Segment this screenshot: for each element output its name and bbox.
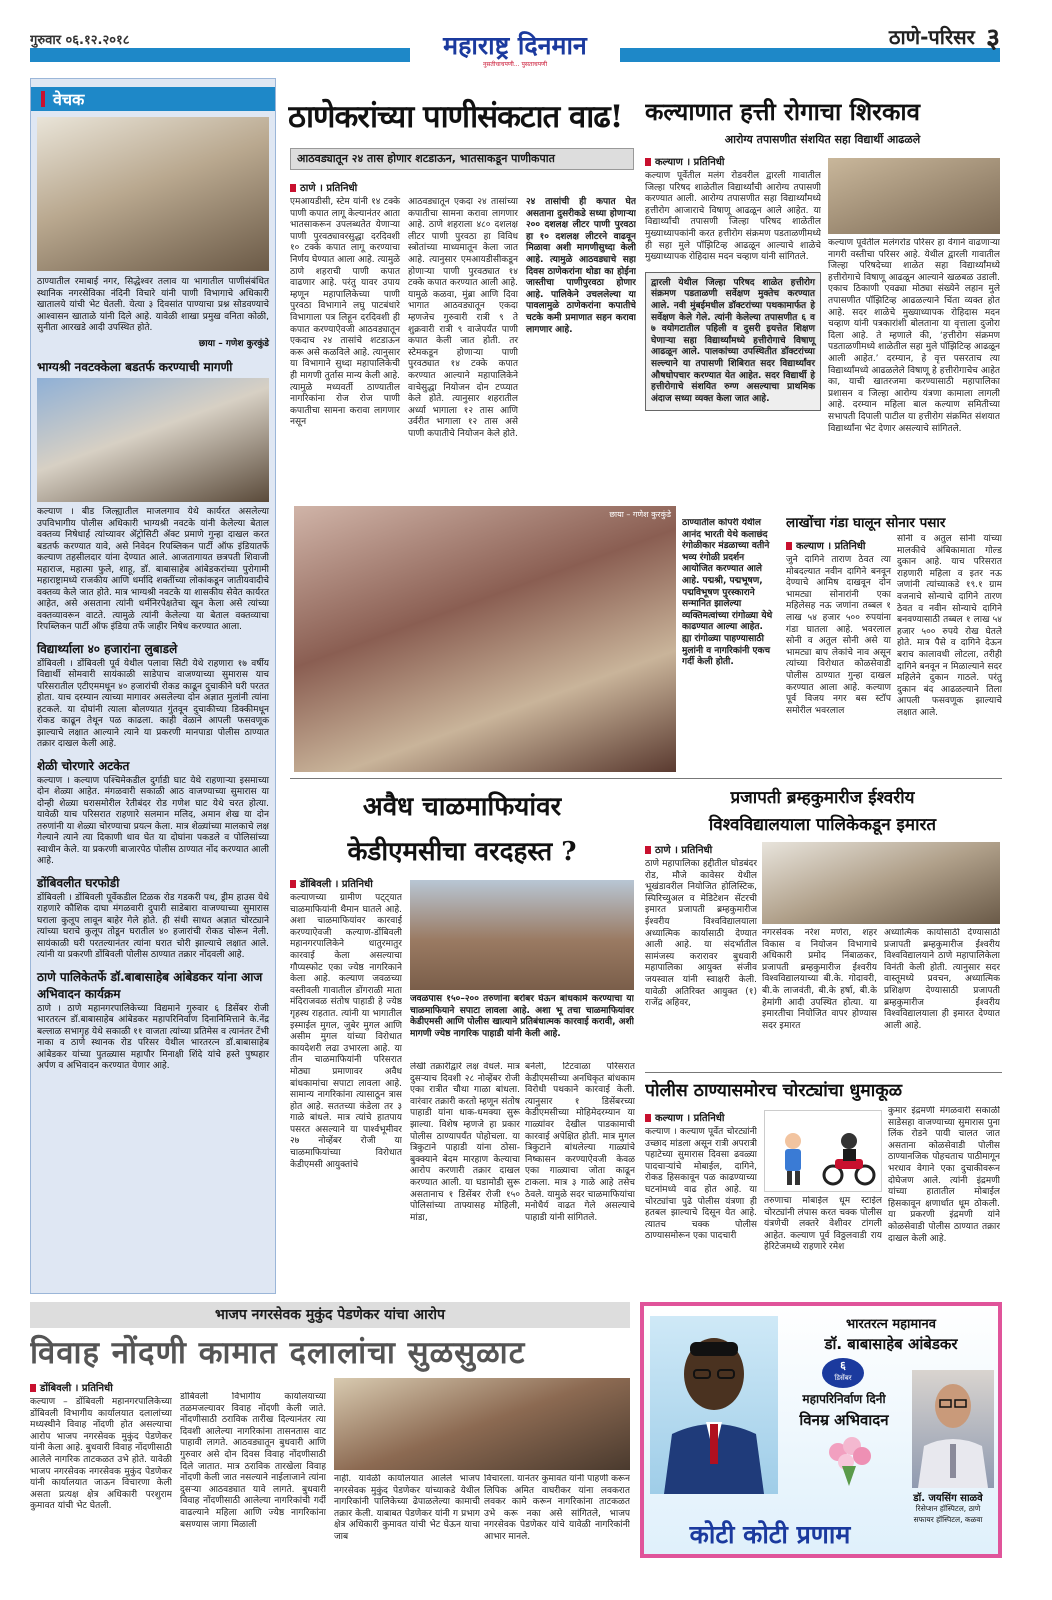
marriage-column-4: विचारला. यानंतर कुमावत यांनी पाहणी करून लिपिक अमित वाघरीकर यांना लवकरात लवकर कामे करून नागरिकांना ताटकळत उभे करू नका असे सांगितले, भाजप नगरसेवक पेडणेकर यांचे यावेळी नागरिकांनी आभार मानले.: [484, 1474, 630, 1542]
story-navatke-body: कल्याण । बीड जिल्ह्यातील माजलगाव येथे कार्यरत असलेल्या उपविभागीय पोलीस अधिकारी भाग्यश्री नवटके यांनी केलेल्या बेताल वक्तव्य निषेधार्ह त्यांच्यावर ॲट्रोसिटी ॲक्ट प्रमाणे गुन्हा दाखल करत बडतर्फ करण्यात यावे, असे निवेदन रिपब्लिकन पार्टी ऑफ इंडियातर्फे कल्याण तहसीलदार यांना देण्यात आले. आजतागायत छत्रपती शिवाजी महाराज, महात्मा फुले, शाहू, डॉ. बाबासाहेब आंबेडकरांच्या पुरोगामी महाराष्ट्रामध्ये राजकीय आणि धर्मादि शक्तींच्या लोकांकडून जातीयवादीचे वक्तव्य केले जात होते. मात्र भाग्यश्री नवटके या शासकीय सेवेत कार्यरत आहेत, असे असताना त्यांनी धर्मनिरपेक्षतेचा खून केला असे त्यांच्या वक्तव्यावरून वाटते. त्यामुळे त्यांनी केलेल्या या बेताल वक्तव्याचा रिपब्लिकन पार्टी ऑफ इंडिया तर्फे जाहीर निषेध करण्यात आला.: [37, 507, 269, 632]
ad-line-2: विनम्र अभिवादन: [799, 1411, 889, 1429]
ad-footer: कोटी कोटी प्रणाम: [689, 1520, 851, 1549]
memorandum-photo: [37, 378, 269, 502]
chawl-photo: [410, 880, 634, 990]
kalyan-school-photo: [828, 158, 1000, 234]
lead-column-1: एमआयडीसी, स्टेम यांनी १४ टक्के पाणी कपात लागू केल्यानंतर आता भातसाकरून उपलब्धतेत येणाऱ्या पाणी पुरवठ्यावरसुद्धा दरदिवशी १० टक्के कपात लागू करण्याचा निर्णय घेण्यात आला आहे. त्यामुळे ठाणे शहराची पाणी कपात वाढणार आहे. परंतु यावर उपाय म्हणून महापालिकेच्या पाणी पुरवठा विभागाने लघु पाटबंधारे विभागाला पत्र लिहून दरदिवशी ही कपात करण्याऐवजी आठवड्यातून एकदाच २४ तासांचे शटडाऊन करू असे कळविले आहे. त्यानुसार या विभागाने सुध्दा महापालिकेची ही मागणी तुर्तास मान्य केली आहे. त्यामुळे मध्यवर्ती ठाण्यातील नागरिकांना रोज रोज पाणी कपातीचा सामना करावा लागणार नसून: [290, 197, 400, 428]
chawl-column-1: कल्याणच्या ग्रामीण पट्ट्यात चाळमाफियांनी थैमान घातले आहे. अशा चाळमाफियांवर कारवाई करण्याऐवजी कल्याण-डोंबिवली महानगरपालिकेने धातुरमातुर कारवाई केला असल्याचा गौप्यस्फोट एका ज्येष्ठ नागरिकाने केला आहे. कल्याण जवळच्या वस्तीवली गावातील डोंगराळी माता मंदिराजवळ संतोष पाहाडी हे ज्येष्ठ गृहस्थ राहतात. त्यांनी या भागातील इस्माईल मुगल, जुबेर मुगल आणि असीम मुगल यांच्या विरोधात कायदेशरी लढा उभारला आहे. या तीन चाळमाफियांनी परिसरात मोठ्या प्रमाणावर अवैध बांधकामांचा सपाटा लावला आहे. सामान्य नागरिकांना त्यासाठून त्रास होत आहे. सततच्या कंडेला तर ३ गाळे बांधले. मात्र त्यांचे हातपाय पसरत असल्याने या पार्श्वभूमीवर २७ नोव्हेंबर रोजी या चाळमाफियांच्या विरोधात केडीएमसी आयुक्तांचे: [290, 893, 402, 1170]
sponsor-title-2: सफायर हॉस्पिटल, कळवा: [913, 1515, 983, 1524]
story-ambedkar-title: ठाणे पालिकेतर्फे डॉ.बाबासाहेब आंबेडकर यांना आज अभिवादन कार्यक्रम: [37, 969, 263, 1001]
chawl-column-3: बनेली, टिटवाळा परिसरात केडीएमसीच्या अनधिकृत बांधकाम विरोधी पथकाने कारवाई केली. त्यानुसार १ डिसेंबरच्या केडीएमसीच्या मोहिमेदरम्यान या गाळ्यांवर देखील पाडकामाची कारवाई अपेक्षित होती. मात्र मुगल त्रिकुटाने बांधलेल्या गाळ्यांचे निष्कासन करण्याऐवजी केवळ एका गाळ्याचा जोता काढून टाकला. मात्र ३ गाळे आहे तसेच ठेवले. यामुळे सदर चाळमाफियांचा मनोधैर्य वाढत गेले असल्याचे पाहाडी यांनी सांगितले.: [525, 1062, 635, 1223]
chawl-headline-line-1: अवैध चाळमाफियांवर: [362, 792, 562, 822]
ad-date-number: ६: [840, 1359, 846, 1372]
marriage-kicker: भाजप नगरसेवक मुकुंद पेडणेकर यांचा आरोप: [30, 1302, 630, 1328]
chawl-photo-caption: जवळपास १५०–२०० तरुणांना बरोबर घेऊन बांधकामे करण्याचा या चाळमाफियाने सपाटा लावला आहे. अशा भू तचा चाळमाफियांवर केडीएमसी आणि पोलीस खात्याने प्रतिबंधात्मक कारवाई करावी, अशी मागणी ज्येष्ठ नागरिक पाहाडी यांनी केली आहे.: [410, 994, 634, 1039]
kalyan-boxed-text: द्वारली येथील जिल्हा परिषद शाळेत हत्तीरोग संक्रमण पडताळणी सर्वेक्षण मुक्तेच करण्यात आले. नवी मुंबईमधील डॉक्टरांच्या पथकामार्फत हे सर्वेक्षण केले गेले. त्यांनी केलेल्या तपासणीत ६ व ७ वयोगटातील पहिली व दुसरी इयत्तेत शिक्षण घेणाऱ्या सहा विद्यार्थ्यांमध्ये हत्तीरोगाचे विषाणू आढळून आले. पालकांच्या उपस्थितीत डॉक्टरांच्या सल्ल्याने या तपासणी शिबिरात सदर विद्यार्थ्यांवर औषधोपचार करण्यात येत आहेत. सदर विद्यार्थी हे हत्तीरोगाचे संशयित रुग्ण असल्याचा प्राथमिक अंदाज सध्या व्यक्त केला जात आहे.: [645, 272, 821, 412]
ad-date-badge: [822, 1358, 864, 1388]
kalyan-body-left: [645, 150, 821, 495]
sidebar-panel: [30, 78, 276, 1294]
rangoli-photo: [294, 506, 676, 772]
story-goat-body: कल्याण । कल्याण पश्चिमेकडील दुर्गाडी घाट येथे राहणाऱ्या इसमाच्या दोन शेळ्या आहेत. मंगळवारी सकाळी आठ वाजण्याच्या सुमारास या दोन्ही शेळ्या घरासमोरील रेतीबंदर रोड गणेश घाट येथे चरत होत्या. यावेळी याच परिसरात राहणारे सलमान मलिद, अमान शेख या दोन तरुणांनी या शेळ्या चोरण्याचा प्रयत्न केला. मात्र शेळ्यांच्या मालकाचे लक्ष गेल्याने त्याने त्या दिकाणी धाव घेत या दोघांना पकडले व पोलिसांच्या स्वाधीन केले. या प्रकरणी बाजारपेठ पोलीस ठाण्यात नोंद करण्यात आली आहे.: [37, 775, 269, 866]
sponsor-portrait-icon: [912, 1370, 994, 1488]
police-column-1: कल्याण । कल्याण पूर्वेत चोरट्यांनी उच्छाद मांडला असून रात्री अपरात्री पहाटेच्या सुमारास दिवसा ढवळ्या पादचाऱ्यांचे मोबाईल, दागिने, रोकड हिसकावून पळ काढण्याच्या घटनांमध्ये वाढ होत आहे. या चोरट्यांचा पुढे पोलीस यंत्रणा ही हतबल झाल्याचे दिसून येत आहे. त्यातच चक्क पोलीस ठाण्यासमोरून एका पादचारी: [645, 1127, 757, 1242]
ad-line-1: महापरिनिर्वाण दिनी: [802, 1392, 886, 1406]
center-divider: [290, 778, 1002, 779]
issue-date: गुरुवार ०६.१२.२०१८: [30, 33, 130, 48]
ad-flowers: [822, 1436, 876, 1486]
rangoli-side-caption: ठाण्यातील कोपरी येथील आनंद भारती येथे कलाछंद रंगोळीकार मंडळाच्या वतीने भव्य रंगोळी प्रदर्शन आयोजित करण्यात आले आहे. पद्मश्री, पद्मभूषण, पद्मविभूषण पुरस्काराने सन्मानित झालेल्या व्यक्तिमत्वांच्या रांगोळ्या येथे काढण्यात आल्या आहेत. ह्या रांगोळ्या पाहण्यासाठी मुलांनी व नागरिकांनी एकच गर्दी केली होती.: [682, 518, 773, 668]
kalyan-byline: कल्याण । प्रतिनिधी: [645, 154, 821, 168]
gold-headline: लाखोंचा गंडा घालून सोनार पसार: [786, 515, 946, 531]
brahma-photo: [762, 842, 1000, 924]
lead-headline: ठाणेकरांच्या पाणीसंकटात वाढ!: [288, 99, 623, 135]
flower-bouquet-icon: [822, 1436, 876, 1486]
chawl-byline: डोंबिवली । प्रतिनिधी: [290, 876, 402, 890]
kalyan-subhead: आरोग्य तपासणीत संशयित सहा विद्यार्थी आढळले: [724, 133, 921, 146]
gold-byline: कल्याण । प्रतिनिधी: [786, 538, 891, 552]
ad-date-month: डिसेंबर: [834, 1374, 852, 1382]
story-goat-title: शेळी चोरणारे अटकेत: [37, 758, 130, 773]
sidebar-label-bar: [41, 91, 45, 107]
brahma-headline-line-2: विश्वविद्यालयाला पालिकेकडून इमारत: [708, 815, 937, 835]
lead-body: [290, 176, 636, 498]
meeting-photo-credit: छाया – गणेश कुरकुंडे: [198, 338, 269, 349]
story-ambedkar-body: ठाणे । ठाणे महानगरपालिकेच्या विद्यमाने गुरुवार ६ डिसेंबर रोजी भारतरत्न डॉ.बाबासाहेब आंबेडकर महापरिनिर्वाण दिनानिमित्ताने के.नेंद्र बल्लाळ सभागृह येथे सकाळी ११ वाजता त्यांच्या प्रतिमेस व त्यानंतर टेंभी नाका व ठाणे स्थानक रोड परिसर येथील भारतरत्न डॉ.बाबासाहेब आंबेडकर यांच्या पुतळ्यास महापौर मिनाक्षी शिंदे यांचे हस्ते पुष्पहार अर्पण व अभिवादन करण्यात येणार आहे.: [37, 1003, 269, 1071]
meeting-photo: [37, 117, 269, 271]
gold-column-2: सोनी व अतुल सोनी यांच्या मालकीचे अंबिकामाता गोल्ड दुकान आहे. याच परिसरात राहणारी महिला व इतर नऊ जणांनी त्यांच्याकडे १९.१ ग्राम वजनाचे सोन्याचे दागिने तारण ठेवत व नवीन सोन्याचे दागिने बनवण्यासाठी तब्बल १ लाख ५४ हजार ५०० रुपये रोख घेतले होते. मात्र पैसे व दागिने देऊन बराच कालावधी लोटला, तरीही दागिने बनवून न मिळाल्याने सदर महिलेने दुकान गाठले. परंतु दुकान बंद आढळल्याने तिला आपली फसवणूक झाल्याचे लक्षात आले.: [897, 534, 1002, 718]
kalyan-column-3: कल्याण पूर्वेतील मलंगरोड परिसर हा वेगाने वाढणाऱ्या नागरी वस्तीचा परिसर आहे. येथील द्वारली गावातील जिल्हा परिषदेच्या शाळेत सहा विद्यार्थ्यांमध्ये हत्तीरोगाचे विषाणू आढळून आल्याने खळबळ उडाली. एकाच ठिकाणी एवढ्या मोठ्या संख्येने लहान मुले तपासणीत पॉझिटिव्ह आढळल्याने चिंता व्यक्त होत आहे. सदर शाळेचे मुख्याध्यापक रोहिदास मदन चव्हाण यांनी पत्रकारांशी बोलताना या वृत्ताला दुजोरा दिला आहे. ते म्हणाले की, ‘हत्तीरोग संक्रमण पडताळणीमध्ये शाळेतील सहा मुले पॉझिटिव्ह आढळून आली आहेत.’ दरम्यान, हे वृत्त पसरताच त्या विद्यार्थ्यांमध्ये आढळलेले विषाणू हे हत्तीरोगाचेच आहेत का, याची खातरजमा करण्यासाठी महापालिका प्रशासन व जिल्हा आरोग्य यंत्रणा कामाला लागली आहे. दरम्यान महिला बाल कल्याण समितीच्या सभापती दिपाली पाटील या हत्तीरोग संक्रमित संशयात विद्यार्थ्यांना भेट देणार असल्याचे सांगितले.: [828, 238, 1000, 434]
marriage-body-left: [30, 1376, 172, 1556]
brahma-column-3: अध्यात्मिक कार्यासाठी देण्यासाठी प्रजापती ब्रम्हकुमारीज ईश्वरीय विश्वविद्यालयाने ठाणे महापालिकेला विनंती केली होती. त्यानुसार सदर वास्तूमध्ये प्रवचन, अध्यात्मिक प्रशिक्षण देण्यासाठी प्रजापती ब्रम्हकुमारीज ईश्वरीय विश्वविद्यालयाला ही इमारत देण्यात आली आहे.: [884, 928, 1000, 1031]
lead-column-3: २४ तासांची ही कपात घेत असताना दुसरीकडे सध्या होणाऱ्या २०० दशलक्ष लीटर पाणी पुरवठा हा १० दशलक्ष लीटरने वाढवून मिळावा अशी मागणीसुध्दा केली आहे. त्यामुळे आठवड्याचे सहा दिवस ठाणेकरांना थोडा का होईना जास्तीचा पाणीपुरवठा होणार आहे. पालिकेने उचललेल्या या पावलामुळे ठाणेकरांना कपातीचे चटके कमी प्रमाणात सहन करावा लागणार आहे.: [526, 197, 636, 335]
police-body-left: [645, 1106, 757, 1294]
marriage-column-3: नाही. यावेळी कार्यालयात आलेले भाजप नगरसेवक मुकुंद पेडणेकर यांच्याकडे येथील नागरिकांनी पालिकेच्या ढेपाळलेल्या कामाची तक्रार केली. याबाबत पेडणेकर यांनी ग प्रभाग क्षेत्र अधिकारी कुमावत यांची भेट घेऊन याचा जाब: [334, 1474, 480, 1542]
police-photo-caption: तरुणाचा मोबाईल धूम स्टाईल चोरट्यांनी लंपास करत चक्क पोलीस यंत्रणेची लक्तरे वेशीवर टांगली आहेत. कल्याण पूर्व विठ्ठलवाडी राय हेरिटेजमध्ये राहणारे रमेश: [764, 1196, 882, 1253]
thief-bike-icon: [765, 1111, 882, 1192]
police-cartoon: [764, 1110, 882, 1192]
page-number: ३: [985, 23, 1000, 50]
brahma-byline: ठाणे । प्रतिनिधी: [645, 842, 757, 856]
sidebar-label: [31, 87, 275, 111]
meeting-photo-caption: ठाण्यातील रमाबाई नगर, सिद्धेश्वर तलाव या भागातील पाणीसंबंधित स्थानिक नगरसेविका नंदिनी विचारे यांनी पाणी विभागाचे अधिकारी खातालये यांची भेट घेतली. येत्या ३ दिवसांत पाण्याचा प्रश्न सोडवण्याचे आश्वासन खाताळे यांनी दिले आहे. यावेळी शाखा प्रमुख वनिता कोळी, सुनीता आरखडे आदी उपस्थित होते.: [37, 277, 269, 333]
sponsor-photo: [912, 1370, 994, 1488]
marriage-byline: डोंबिवली । प्रतिनिधी: [30, 1380, 172, 1394]
brahma-photo-caption: नगरसेवक नरेश मणेरा, शहर विकास व नियोजन विभागाचे अधिकारी प्रमोद निंबाळकर, प्रजापती ब्रम्हकुमारीज ईश्वरीय विश्वविद्यालयाच्या बी.के. गोदावरी, बी.के लाजवंती, बी.के हर्षा, बी.के हेमांगी आदी उपस्थित होत्या. या इमारतीचा नियोजित वापर होण्यास सदर इमारत: [762, 928, 877, 1031]
marriage-column-2: डोंबिवली विभागीय कार्यालयाच्या तळमजल्यावर विवाह नोंदणी केली जाते. नोंदणीसाठी ठराविक तारीख दिल्यानंतर त्या दिवशी आलेल्या नागरिकांना तासनतास वाट पाहावी लागते. आठवड्यातून बुधवारी आणि गुरुवार असे दोन दिवस विवाह नोंदणीसाठी दिले जातात. मात्र ठराविक तारखेला विवाह नोंदणी केली जात नसल्याने नाईलाजाने त्यांना दुसऱ्या आठवड्यात यावे लागते. बुधवारी विवाह नोंदणीसाठी आलेल्या नागरिकांची गर्दी वाढल्याने महिला आणि ज्येष्ठ नागरिकांना बसण्यास जागा मिळाली: [180, 1392, 326, 1530]
ambedkar-portrait-icon: [650, 1316, 778, 1494]
ambedkar-portrait: [650, 1316, 778, 1494]
chawl-column-2: लेखी तक्रारीद्वारे लक्ष वेधले. मात्र दुसऱ्याच दिवशी २८ नोव्हेंबर रोजी एका रात्रीत चौथा गाळा बांधला. वारंवार तक्रारी करतो म्हणून संतोष पाहाडी यांना धाक-धमक्या सुरू झाल्या. विशेष म्हणजे हा प्रकार पोलीस ठाण्यापर्यंत पोहोचला. या त्रिकुटाने पाहाडी यांना ठोसा-बुक्क्याने बेदम मारहाण केल्याचा आरोप करणारी तक्रार दाखल करण्यात आली. या घडामोडी सुरू असतानाच १ डिसेंबर रोजी १५० पोलिसांच्या ताफ्यासह मोहिली, मांडा,: [410, 1062, 520, 1223]
chawl-body-left: [290, 872, 402, 1292]
story-burglary-body: डोंबिवली । डोंबिवली पूर्वेकडील टिळक रोड गडकरी पथ, ड्रीम हाउस येथे राहणारे कौशिक दाघा मंगळवारी दुपारी साडेबारा वाजण्याच्या सुमारास घराला कुलूप लावून बाहेर गेले होते. ही संधी साधत अज्ञात चोरट्याने त्यांच्या घराचे कुलूप तोडून घरातील ४० हजारांची रोकड चोरून नेली. सायंकाळी घरी परतल्यानंतर त्यांना घरात चोरी झाल्याचे लक्षात आले. त्यांनी या प्रकरणी डोंबिवली पोलीस ठाण्यात तक्रार नोंदवली आहे.: [37, 892, 269, 960]
lead-column-2: आठवड्यातून एकदा २४ तासांच्या कपातीचा सामना करावा लागणार आहे. ठाणे शहराला ४८० दशलक्ष लीटर पाणी पुरवठा हा विविध स्त्रोतांच्या माध्यमातून केला जात आहे. त्यानुसार एमआयडीसीकडून होणाऱ्या पाणी पुरवठ्यात १४ टक्के कपात करण्यात आली आहे. यामुळे कळवा, मुंब्रा आणि दिवा भागात आठवड्यातून एकदा म्हणजेच गुरुवारी रात्री ९ ते शुक्रवारी रात्री ९ वाजेपर्यंत पाणी कपात केली जात होती. तर स्टेमकडून होणाऱ्या पाणी पुरवठ्यात १४ टक्के कपात करण्यात आल्याने महापालिकेने वाचेसुद्धा नियोजन दोन टप्प्यात केले होते. त्यानुसार शहरातील अर्ध्या भागाला १२ तास आणि उर्वरीत भागाला १२ तास असे पाणी कपातीचे नियोजन केले होते.: [408, 197, 518, 439]
brahma-headline-line-1: प्रजापती ब्रम्हकुमारीज ईश्वरीय: [730, 788, 915, 808]
sponsor-title-1: रिसेप्शन हॉस्पिटल, ठाणे: [915, 1504, 981, 1513]
marriage-column-1: कल्याण – डोंबिवली महानगरपालिकेच्या डोंबिवली विभागीय कार्यालयात दलालांच्या मध्यस्थीने विवाह नोंदणी होत असल्याचा आरोप भाजप नगरसेवक मुकुंद पेडणेकर यांनी केला आहे. बुधवारी विवाह नोंदणीसाठी आलेले नागरिक ताटकळत उभे होते. यावेळी भाजप नगरसेवक नगरसेवक मुकुंद पेडणेकर यांनी कार्यालयात जाऊन विचारणा केली असता प्रत्यक्ष क्षेत्र अधिकारी परशुराम कुमावत यांची भेट घेतली.: [30, 1397, 172, 1512]
brahma-body-left: [645, 838, 757, 1070]
sponsor-name: डॉ. जयसिंग साळवे: [913, 1493, 983, 1504]
marriage-headline: विवाह नोंदणी कामात दलालांचा सुळसुळाट: [30, 1335, 526, 1371]
marriage-photo: [334, 1378, 630, 1470]
rangoli-photo-credit: छाया – गणेश कुरकुंडे: [609, 510, 671, 519]
logo-text: महाराष्ट्र दिनमान: [443, 31, 587, 60]
lead-subhead: आठवड्यातून २४ तास होणार शटडाऊन, भातसाकडून पाणीकपात: [290, 148, 634, 170]
police-byline: कल्याण । प्रतिनिधी: [645, 1110, 757, 1124]
newspaper-logo: [410, 30, 620, 74]
story-student-title: विद्यार्थ्याला ४० हजारांना लुबाडले: [37, 641, 178, 656]
brahma-column-1: ठाणे महापालिका हद्दीतील घोडबंदर रोड, मौजे कावेसर येथील भूखंडावरील नियोजित होलिस्टिक, स्पिरिच्युअल व मेडिटेशन सेंटरची इमारत प्रजापती ब्रम्हकुमारीज ईश्वरीय विश्वविद्यालयाला अध्यात्मिक कार्यासाठी देण्यात आली आहे. या संदर्भातील सामंजस्य करारावर बुधवारी महापालिका आयुक्त संजीव जयस्वाल यांनी स्वाक्षरी केली. यावेळी अतिरिक्त आयुक्त (१) राजेंद्र अहिवर,: [645, 859, 757, 1009]
right-divider: [645, 1072, 1002, 1073]
lead-byline: ठाणे । प्रतिनिधी: [290, 180, 636, 194]
story-navatke-title: भाग्यश्री नवटक्केला बडतर्फ करण्याची मागणी: [37, 360, 233, 374]
kalyan-column-1: कल्याण पूर्वेतील मलंग रोडवरील द्वारली गावातील जिल्हा परिषद शाळेतील विद्यार्थ्यांची आरोग्य तपासणी करण्यात आली. आरोग्य तपासणीत सहा विद्यार्थ्यांमध्ये हत्तीरोग आजाराचे विषाणू आढळून आले आहेत. या विद्यार्थ्यांची तपासणी जिल्हा परिषद शाळेतील मुख्याध्यापकांनी करत हत्तीरोग संक्रमण पडताळणीमध्ये ही सहा मुले पॉझिटिव्ह आढळून आल्याचे शाळेचे मुख्याध्यापक रोहिदास मदन चव्हाण यांनी सांगितले.: [645, 171, 821, 263]
kalyan-headline: कल्याणात हत्ती रोगाचा शिरकाव: [645, 97, 920, 126]
ad-title-1: भारतरत्न महामानव: [846, 1317, 936, 1332]
section-name: [820, 18, 1000, 50]
ad-title-2: डॉ. बाबासाहेब आंबेडकर: [824, 1335, 958, 1353]
police-headline: पोलीस ठाण्यासमोरच चोरट्यांचा धुमाकूळ: [645, 1081, 903, 1101]
gold-body: [786, 534, 1002, 774]
story-student-body: डोंबिवली । डोंबिवली पूर्व येथील पलावा सिटी येथे राहणारा १७ वर्षीय विद्यार्थी सोमवारी सायंकाळी साडेपाच वाजण्याच्या सुमारास याच परिसरातील एटीएममधून ४० हजारांची रोकड काढून दुचाकीने घरी परतत होता. याच दरम्यान त्याच्या मागावर असलेल्या दोन अज्ञात मुलांनी त्यांना हटकले. या दोघांनी त्याला बोलण्यात गुंतवून दुचाकीच्या डिक्कीमधून रोकड काढून तेथून पळ काढला. काही वेळाने आपली फसवणूक झाल्याचे लक्षात आल्याने त्याने या प्रकरणी मानपाडा पोलीस ठाण्यात तक्रार दाखल केली आहे.: [37, 658, 269, 749]
sidebar-label-text: वेचक: [53, 90, 85, 109]
chawl-headline-line-2: केडीएमसीचा वरदहस्त ?: [347, 837, 577, 867]
story-burglary-title: डोंबिवलीत घरफोडी: [37, 875, 120, 890]
ambedkar-advert: [640, 1302, 1002, 1558]
section-label: ठाणे-परिसर: [888, 25, 975, 49]
logo-tagline: नुसतीचाचपणी... पुसताचपणी: [482, 61, 547, 68]
gold-column-1: जुने दागिने ताराण ठेवत त्या मोबदल्यात नवीन दागिने बनवून देण्याचे आमिष दाखवून दोन भामट्या सोनारांनी एका महिलेसह नऊ जणांना तब्बल १ लाख ५४ हजार ५०० रुपयांना गंडा घातला आहे. भवरलाल सोनी व अतुल सोनी असे या भामट्या बाप लेकांचे नाव असून त्यांच्या विरोधात कोळसेवाडी पोलीस ठाण्यात गुन्हा दाखल करण्यात आला आहे. कल्याण पूर्व विजय नगर बस स्टॉप समोरील भवरलाल: [786, 555, 891, 716]
police-column-3: कुमार इंद्रमणी मंगळवारी सकाळी साडेसहा वाजण्याच्या सुमारास पुना लिंक रोडने पायी चालत जात असताना कोळसेवाडी पोलीस ठाण्यानजिक पोहचताच पाठीमागून भरधाव वेगाने एका दुचाकीवरून दोघेजण आले. त्यांनी इंद्रमणी यांच्या हातातील मोबाईल हिसकावून क्षणार्धात धूम ठोकली. या प्रकरणी इंद्रमणी यांने कोळसेवाडी पोलीस ठाण्यात तक्रार दाखल केली आहे.: [888, 1106, 1000, 1244]
